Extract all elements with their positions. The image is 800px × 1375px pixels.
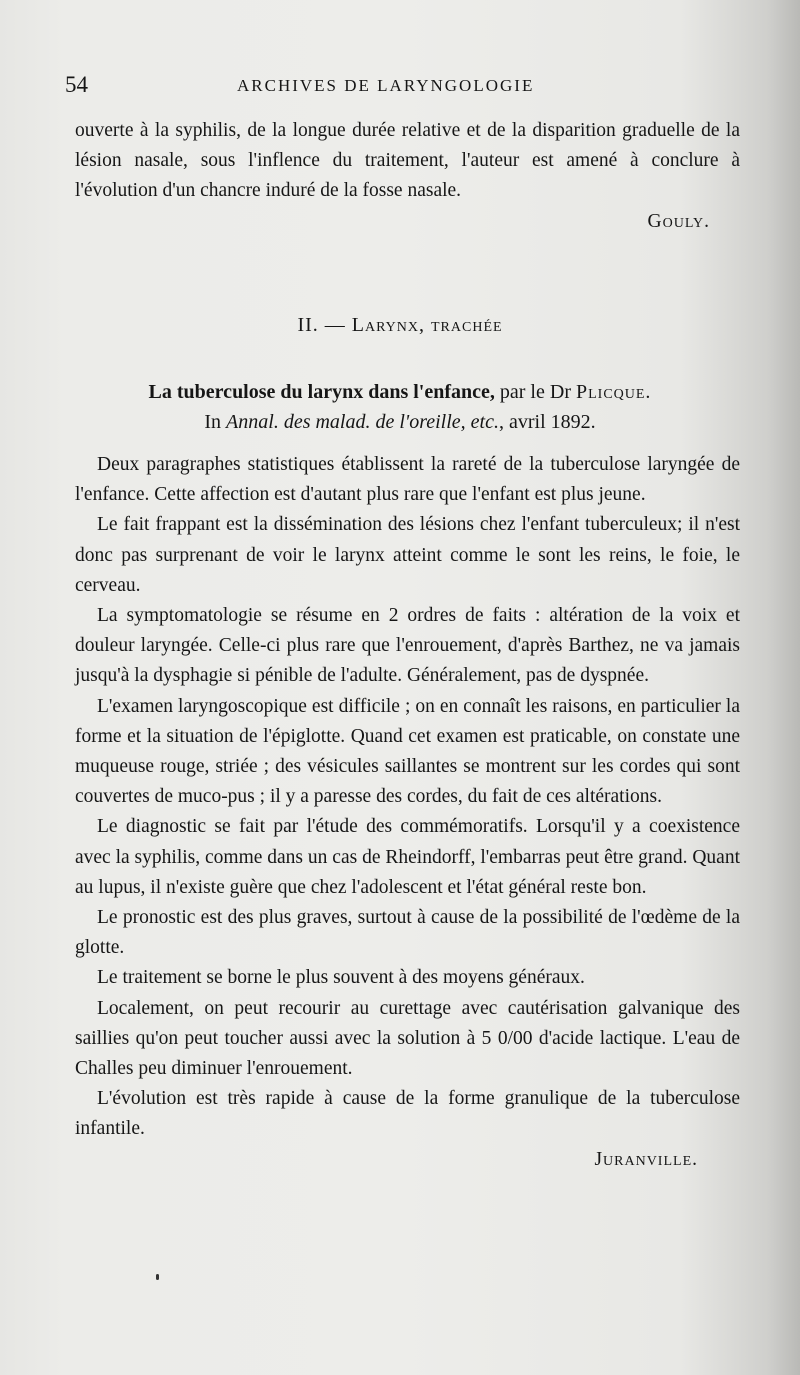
source-prefix: In: [204, 411, 222, 433]
section-heading: [0, 314, 800, 337]
article-signature: Juranville.: [594, 1148, 698, 1170]
author-prefix: Dr: [549, 381, 571, 403]
article-by: par le: [499, 381, 545, 403]
body-paragraphs: [75, 450, 740, 1084]
body-paragraph: Deux paragraphes statistiques établissent la rareté de la tuberculose laryngée de l'enfance. Cette affection est d'autant plus rare que l'enfant est plus jeune.: [75, 454, 740, 506]
article-body: [75, 450, 740, 1175]
body-paragraph: La symptomatologie se résume en 2 ordres de faits : altération de la voix et douleur laryngée. Celle-ci plus rare que l'enrouement, d'après Barthez, ne va jamais jusqu'à la dysphagie si pénible de l'adulte. Généralement, pas de dyspnée.: [75, 605, 740, 687]
body-paragraph: L'examen laryngoscopique est difficile ; on en connaît les raisons, en particulier la forme et la situation de l'épiglotte. Quand cet examen est praticable, on constate une muqueuse rouge, striée ; des vésicules saillantes se montrent sur les cordes qui sont couvertes de muco-pus ; il y a paresse des cordes, du fait de ces altérations.: [75, 695, 740, 808]
body-paragraph: Localement, on peut recourir au curettage avec cautérisation galvanique des saillies qu'on peut toucher aussi avec la solution à 5 0/00 d'acide lactique. L'eau de Challes peu diminuer l'enrouement.: [75, 997, 740, 1080]
intro-signature: Gouly.: [647, 210, 710, 232]
body-paragraph: Le fait frappant est la dissémination des lésions chez l'enfant tuberculeux; il n'est donc pas surprenant de voir le larynx atteint comme le sont les reins, le foie, le cerveau.: [75, 514, 740, 596]
section-numeral: II. —: [297, 314, 346, 336]
body-paragraph-last: [75, 1084, 740, 1144]
ink-speck: [156, 1274, 159, 1280]
journal-name: Annal. des malad. de l'oreille, etc.: [226, 411, 499, 433]
intro-block: [75, 116, 740, 237]
body-paragraph: Le traitement se borne le plus souvent à des moyens généraux.: [97, 967, 585, 989]
article-title-block: [0, 377, 800, 437]
intro-paragraph: ouverte à la syphilis, de la longue durée relative et de la disparition graduelle de la lésion nasale, sous l'inflence du traitement, l'auteur est amené à conclure à l'évolution d'un chancre induré de la fosse nasale.: [75, 120, 740, 202]
last-paragraph-text: L'évolution est très rapide à cause de la forme granulique de la tuberculose infantile.: [75, 1088, 740, 1140]
body-paragraph: Le pronostic est des plus graves, surtout à cause de la possibilité de l'œdème de la glotte.: [75, 907, 740, 959]
source-date: , avril 1892.: [498, 411, 596, 433]
page-header: [65, 72, 705, 102]
article-author: Plicque.: [575, 381, 652, 403]
article-title-line-1: [0, 377, 800, 407]
page-number: 54: [65, 72, 88, 97]
section-title: Larynx, trachée: [351, 314, 503, 336]
article-source-line: [0, 407, 800, 437]
running-title: ARCHIVES DE LARYNGOLOGIE: [237, 76, 535, 95]
body-paragraph: Le diagnostic se fait par l'étude des commémoratifs. Lorsqu'il y a coexistence avec la syphilis, comme dans un cas de Rheindorff, l'embarras peut être grand. Quant au lupus, il n'existe guère que chez l'adolescent et l'état général reste bon.: [75, 816, 740, 898]
article-title: La tuberculose du larynx dans l'enfance,: [148, 381, 495, 403]
